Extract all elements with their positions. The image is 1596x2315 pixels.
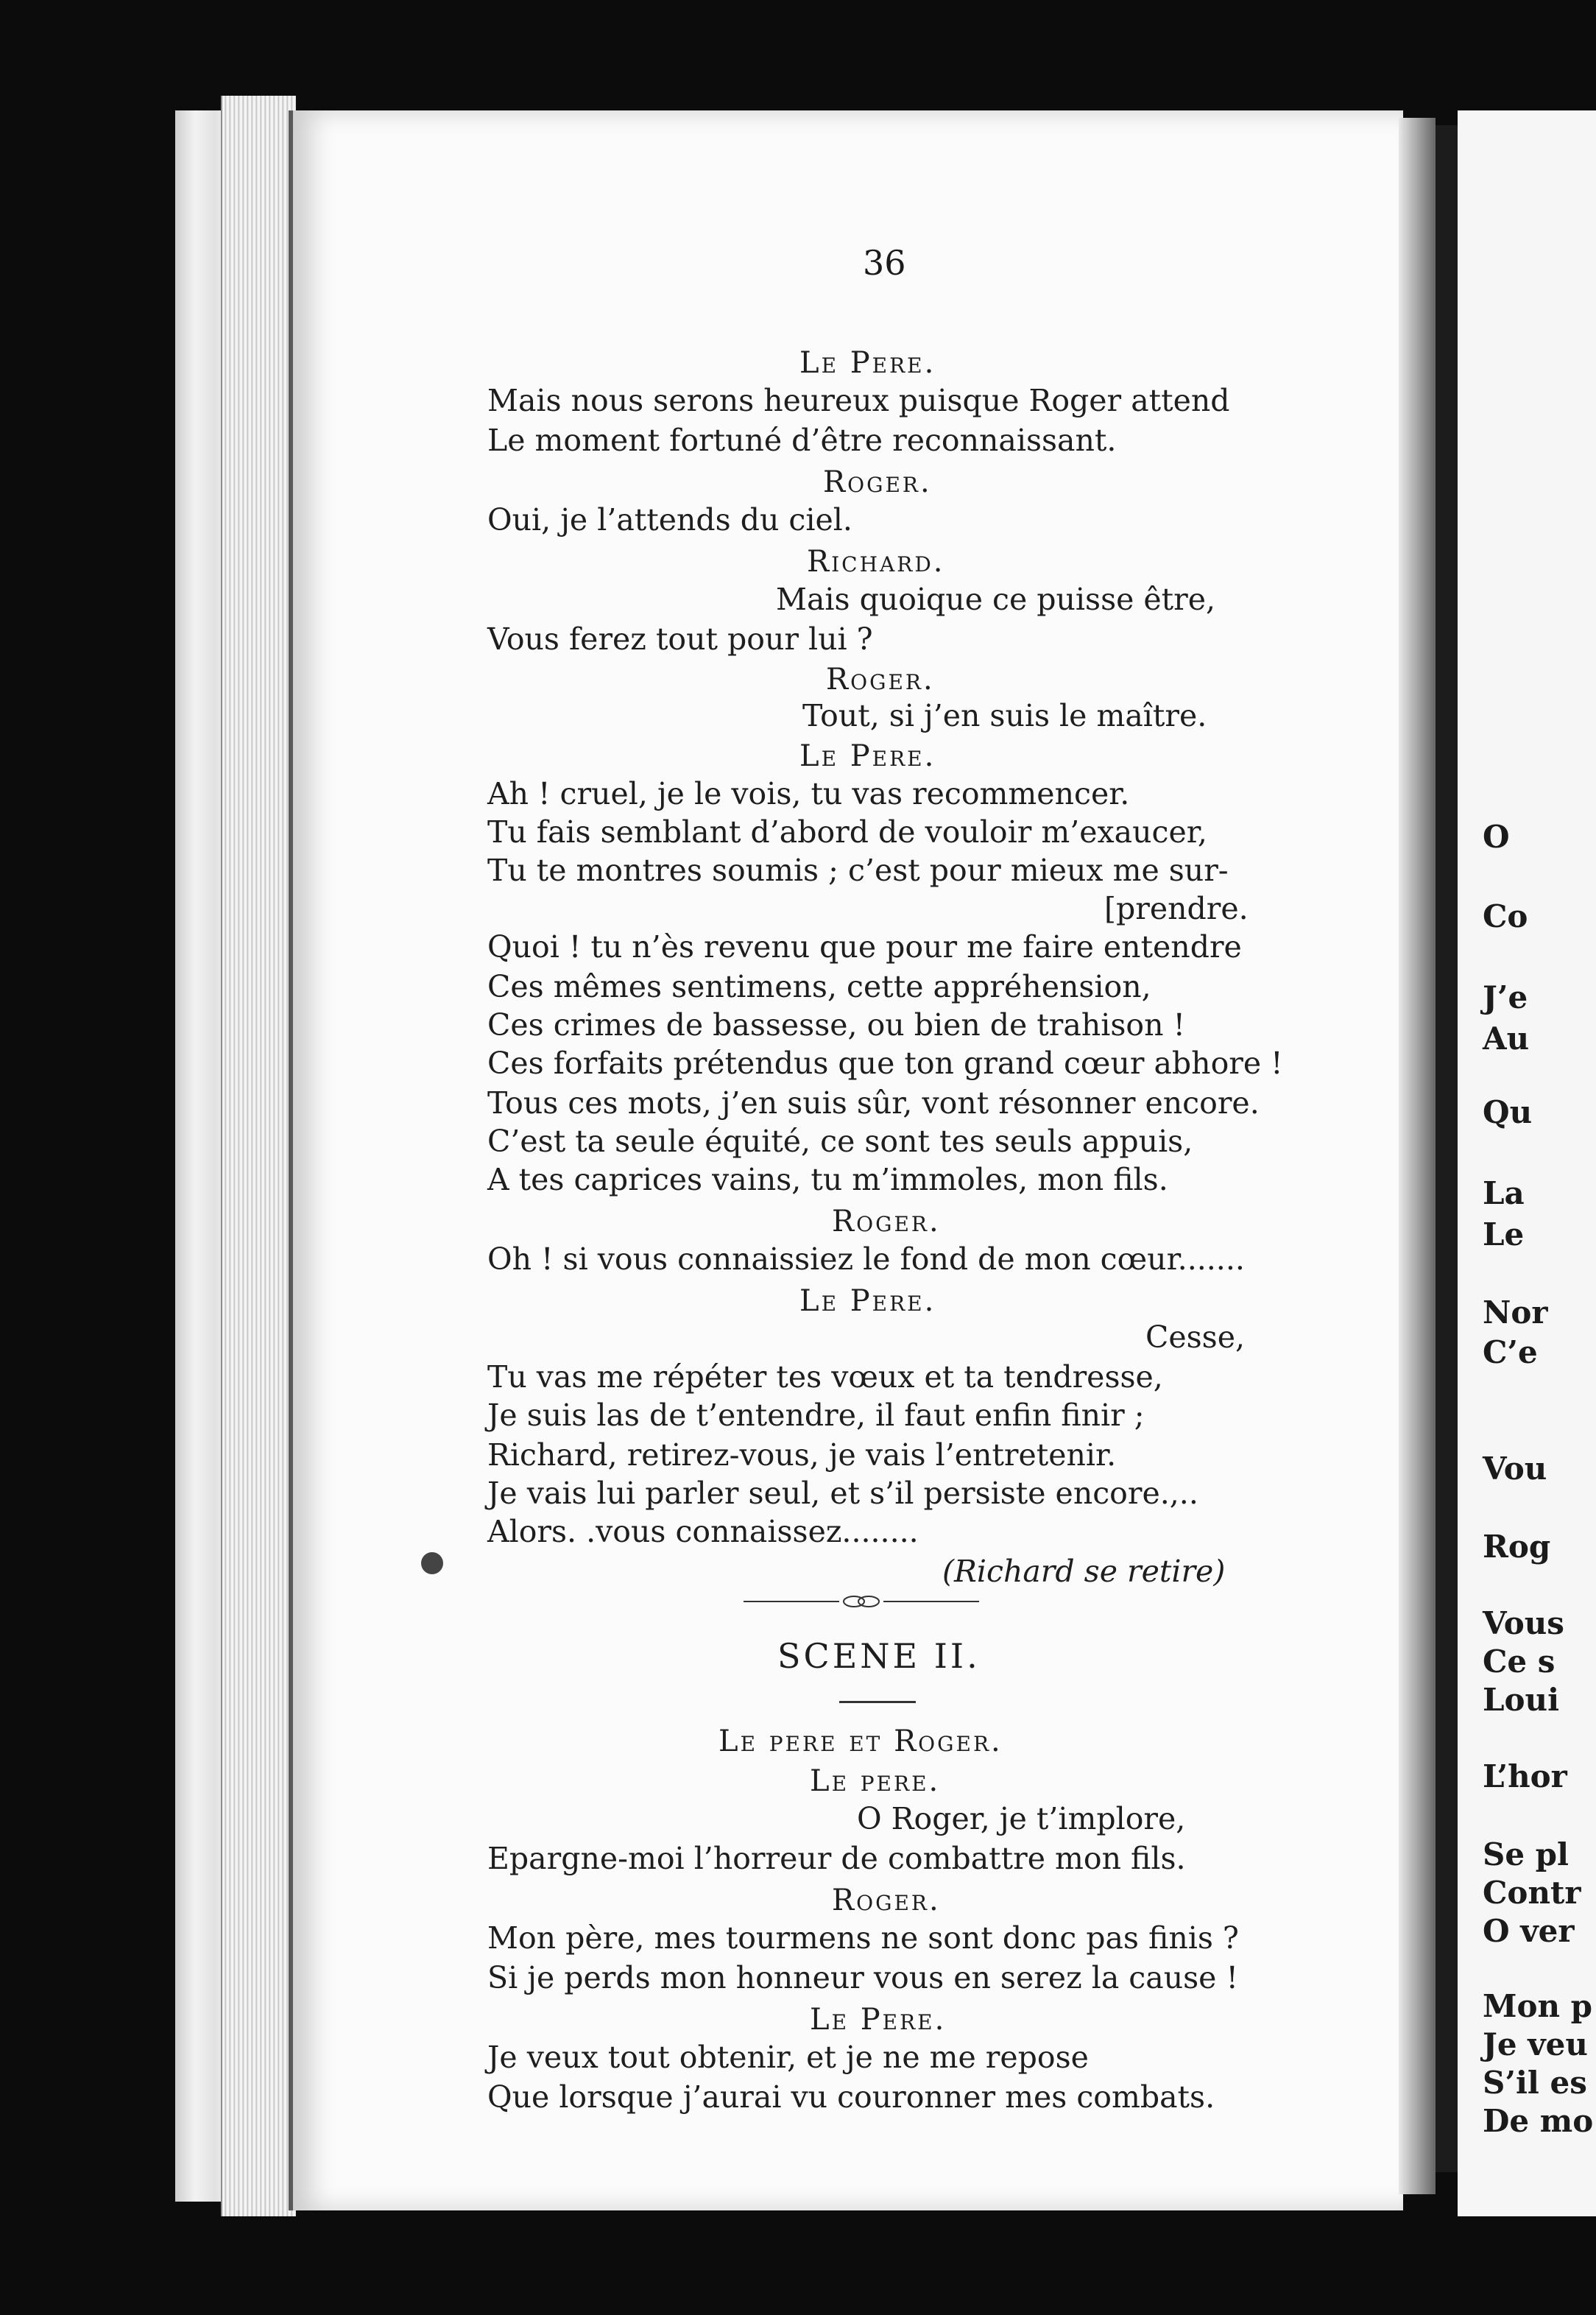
book-gutter bbox=[1436, 125, 1458, 2172]
speaker-label: Roger. bbox=[823, 465, 932, 499]
verse-line: Mais nous serons heureux puisque Roger attend bbox=[487, 383, 1230, 418]
scene-characters: Le pere et Roger. bbox=[718, 1724, 1003, 1758]
verse-line: Mais quoique ce puisse être, bbox=[776, 582, 1216, 617]
speaker-label: Le Pere. bbox=[799, 1284, 936, 1318]
facing-page-line: C’e bbox=[1483, 1334, 1538, 1370]
speaker-label: Roger. bbox=[832, 1884, 941, 1917]
verse-line: Ces crimes de bassesse, ou bien de trahison ! bbox=[487, 1007, 1185, 1043]
facing-page-line: Co bbox=[1483, 898, 1528, 934]
verse-line: Epargne-moi l’horreur de combattre mon fils. bbox=[487, 1841, 1186, 1876]
facing-page-line: O ver bbox=[1483, 1913, 1575, 1949]
verse-line: Tous ces mots, j’en suis sûr, vont résonner encore. bbox=[487, 1085, 1260, 1121]
page-number: 36 bbox=[863, 243, 906, 283]
verse-line: Si je perds mon honneur vous en serez la cause ! bbox=[487, 1960, 1238, 1995]
verse-line: Oh ! si vous connaissiez le fond de mon cœur....... bbox=[487, 1241, 1245, 1277]
page-fold-shadow bbox=[1399, 118, 1436, 2194]
facing-page-line: Nor bbox=[1483, 1294, 1548, 1331]
verse-line: [prendre. bbox=[1104, 891, 1249, 926]
facing-page-line: De mo bbox=[1483, 2103, 1594, 2139]
facing-page-line: J’e bbox=[1483, 979, 1528, 1015]
facing-page-line: Au bbox=[1483, 1021, 1530, 1057]
verse-line: Ces mêmes sentimens, cette appréhension, bbox=[487, 969, 1151, 1004]
speaker-label: Le Pere. bbox=[810, 2003, 947, 2037]
facing-page-line: O bbox=[1483, 819, 1510, 855]
verse-line: Tout, si j’en suis le maître. bbox=[802, 698, 1207, 733]
verse-line: Tu fais semblant d’abord de vouloir m’exaucer, bbox=[487, 814, 1207, 850]
speaker-label: Roger. bbox=[832, 1205, 941, 1238]
facing-page-line: Mon p bbox=[1483, 1988, 1593, 2024]
verse-line: Richard, retirez-vous, je vais l’entretenir. bbox=[487, 1437, 1117, 1473]
scene-title: SCENE II. bbox=[777, 1636, 981, 1676]
facing-page-line: La bbox=[1483, 1175, 1525, 1211]
speaker-label: Roger. bbox=[826, 663, 935, 697]
page-stack-edges bbox=[221, 96, 296, 2216]
ornament-divider bbox=[744, 1590, 979, 1613]
verse-line: Je suis las de t’entendre, il faut enfin finir ; bbox=[487, 1398, 1145, 1433]
verse-line: A tes caprices vains, tu m’immoles, mon fils. bbox=[487, 1162, 1168, 1197]
ink-blot bbox=[421, 1552, 443, 1574]
verse-line: Tu vas me répéter tes vœux et ta tendresse, bbox=[487, 1359, 1163, 1395]
verse-line: Vous ferez tout pour lui ? bbox=[487, 621, 873, 657]
stage-direction: (Richard se retire) bbox=[942, 1554, 1226, 1589]
facing-page-line: Ce s bbox=[1483, 1643, 1556, 1680]
verse-line: Quoi ! tu n’ès revenu que pour me faire entendre bbox=[487, 929, 1242, 965]
facing-page-line: S’il es bbox=[1483, 2065, 1587, 2101]
speaker-label: Le pere. bbox=[810, 1764, 941, 1798]
verse-line: Oui, je l’attends du ciel. bbox=[487, 502, 852, 538]
facing-page-line: Loui bbox=[1483, 1682, 1560, 1718]
verse-line: Que lorsque j’aurai vu couronner mes combats. bbox=[487, 2079, 1215, 2115]
facing-page-partial bbox=[1458, 110, 1596, 2216]
facing-page-line: Rog bbox=[1483, 1529, 1551, 1565]
verse-line: Cesse, bbox=[1145, 1319, 1246, 1355]
verse-line: O Roger, je t’implore, bbox=[857, 1801, 1186, 1836]
verse-line: Alors. .vous connaissez........ bbox=[487, 1514, 919, 1549]
verse-line: Je vais lui parler seul, et s’il persiste encore.,.. bbox=[487, 1476, 1198, 1511]
facing-page-line: Contr bbox=[1483, 1875, 1581, 1911]
speaker-label: Richard. bbox=[807, 545, 945, 579]
verse-line: Le moment fortuné d’être reconnaissant. bbox=[487, 423, 1117, 458]
facing-page-line: Qu bbox=[1483, 1094, 1533, 1130]
verse-line: C’est ta seule équité, ce sont tes seuls appuis, bbox=[487, 1124, 1193, 1159]
facing-page-line: Vous bbox=[1483, 1605, 1564, 1641]
facing-page-line: Le bbox=[1483, 1216, 1525, 1252]
speaker-label: Le Pere. bbox=[799, 346, 936, 380]
verse-line: Tu te montres soumis ; c’est pour mieux me sur- bbox=[487, 853, 1229, 888]
facing-page-line: L’hor bbox=[1483, 1758, 1567, 1794]
verse-line: Mon père, mes tourmens ne sont donc pas finis ? bbox=[487, 1920, 1239, 1956]
verse-line: Ces forfaits prétendus que ton grand cœur abhore ! bbox=[487, 1046, 1283, 1081]
speaker-label: Le Pere. bbox=[799, 739, 936, 773]
facing-page-line: Je veu bbox=[1483, 2026, 1588, 2062]
facing-page-line: Vou bbox=[1483, 1451, 1547, 1487]
verse-line: Je veux tout obtenir, et je ne me repose bbox=[487, 2040, 1089, 2075]
facing-page-line: Se pl bbox=[1483, 1836, 1569, 1872]
verse-line: Ah ! cruel, je le vois, tu vas recommencer. bbox=[487, 776, 1130, 811]
title-rule bbox=[839, 1701, 916, 1703]
